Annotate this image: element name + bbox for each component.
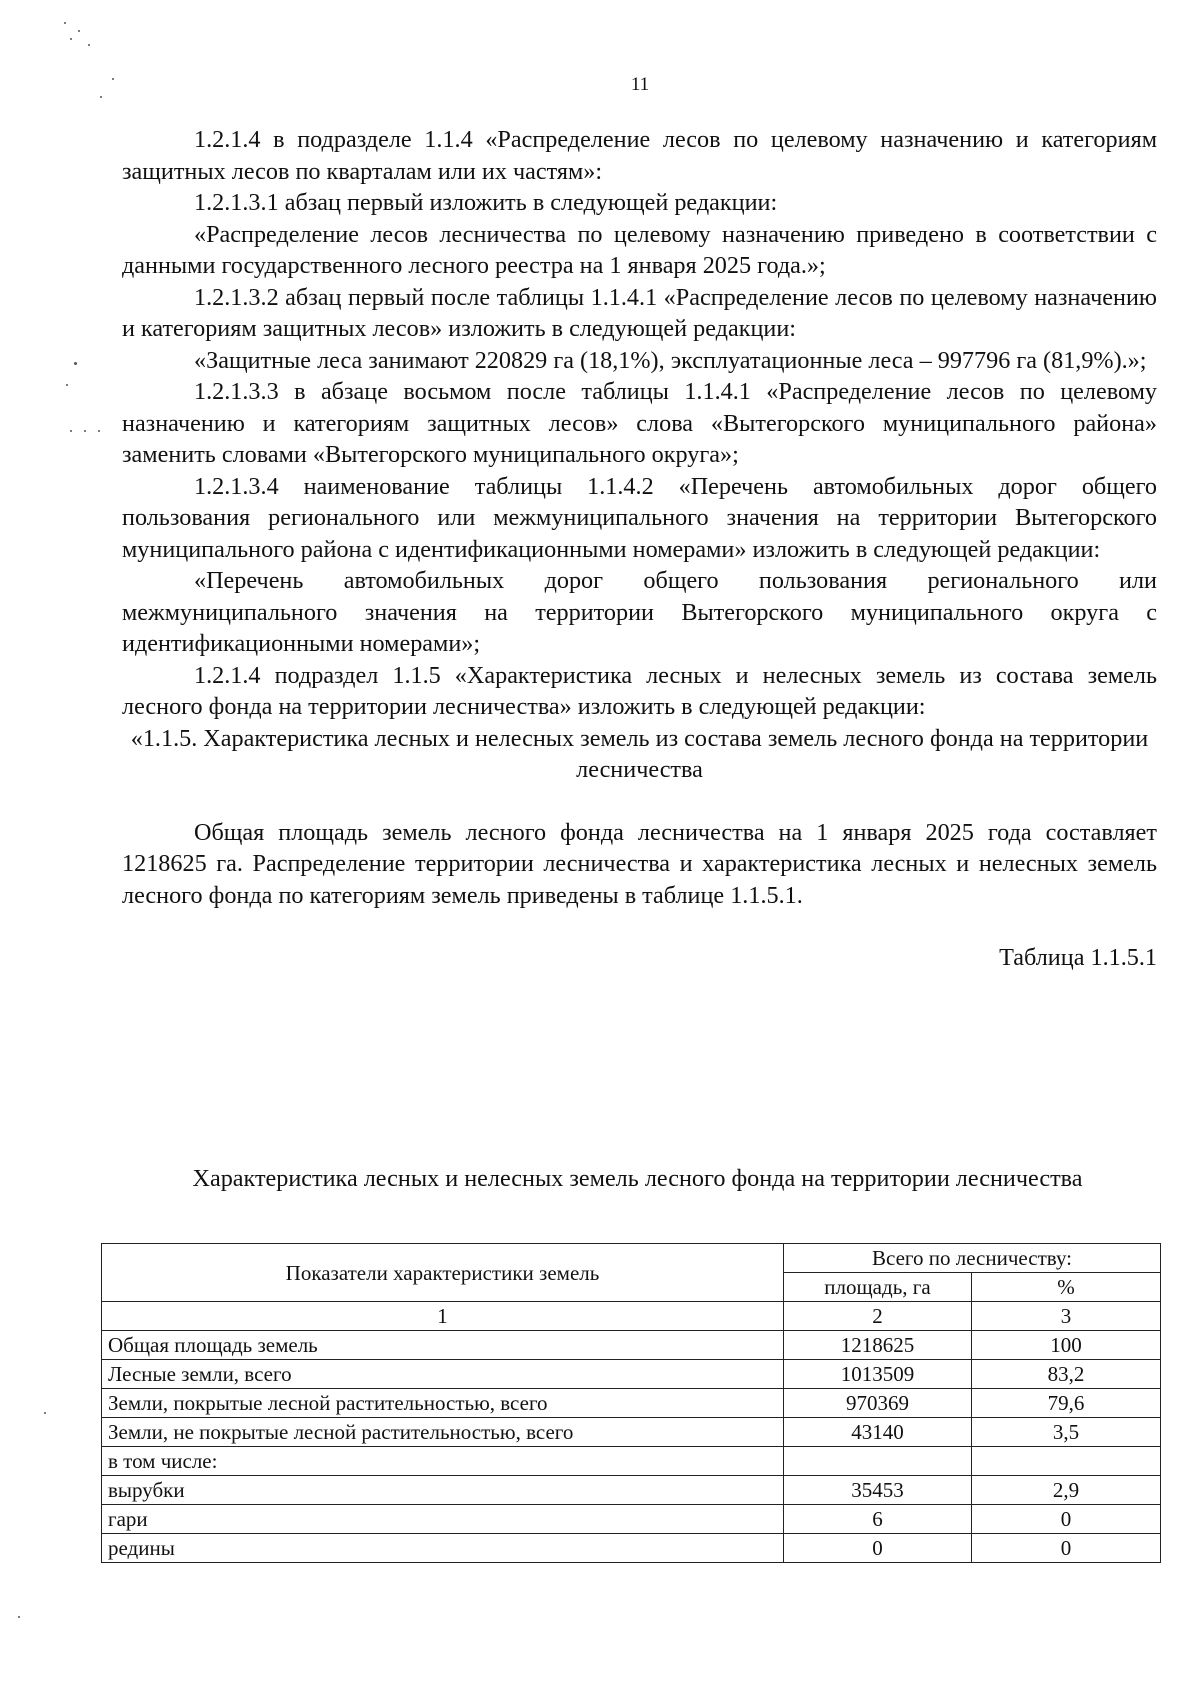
spacer [122,911,1157,942]
paragraph-quote-roads: «Перечень автомобильных дорог общего пользования регионального или межмуниципального значения на территории Вытегорского муниципального округа с идентификационными номерами»; [122,567,1157,657]
row-area: 1218625 [784,1331,972,1360]
row-label: Общая площадь земель [102,1331,784,1360]
row-area: 970369 [784,1389,972,1418]
row-percent: 79,6 [972,1389,1161,1418]
paragraph-1-2-1-3-4: 1.2.1.3.4 наименование таблицы 1.1.4.2 «Перечень автомобильных дорог общего пользования регионального или межмуниципального значения на территории Вытегорского муниципального района с идентификационными номерами» изложить в следующей редакции: [122,472,1157,563]
column-number: 2 [784,1302,972,1331]
table-row [102,1505,1161,1534]
row-percent: 2,9 [972,1476,1161,1505]
spacer [122,786,1157,817]
row-label: вырубки [102,1476,784,1505]
scan-speckle [18,1616,20,1618]
row-area: 6 [784,1505,972,1534]
paragraph-quote-distribution: «Распределение лесов лесничества по целевому назначению приведено в соответствии с данными государственного лесного реестра на 1 января 2025 года.»; [122,220,1157,279]
scan-speckle [98,430,100,432]
row-area: 35453 [784,1476,972,1505]
table-row [102,1331,1161,1360]
scan-speckle [66,384,68,386]
scan-speckle [84,430,86,432]
table-row [102,1360,1161,1389]
row-percent: 100 [972,1331,1161,1360]
row-label: гари [102,1505,784,1534]
row-area: 1013509 [784,1360,972,1389]
table-column-numbers-row [102,1302,1161,1331]
paragraph-1-2-1-3-3: 1.2.1.3.3 в абзаце восьмом после таблицы 1.1.4.1 «Распределение лесов по целевому назначению и категориям защитных лесов» слова «Вытегорского муниципального района» заменить словами «Вытегорского муниципального округа»; [122,378,1157,468]
document-body [122,124,1157,974]
scan-speckle [88,44,90,46]
table-row [102,1534,1161,1563]
paragraph-1-2-1-3-2: 1.2.1.3.2 абзац первый после таблицы 1.1.4.1 «Распределение лесов по целевому назначению и категориям защитных лесов» изложить в следующей редакции: [122,283,1157,342]
table-reference: Таблица 1.1.5.1 [999,944,1157,971]
row-area: 0 [784,1534,972,1563]
land-characteristics-table [101,1243,1161,1563]
scan-speckle [100,96,102,98]
header-total-group: Всего по лесничеству: [784,1244,1161,1273]
row-label: в том числе: [102,1447,784,1476]
row-percent: 0 [972,1505,1161,1534]
scan-speckle [64,22,66,24]
scan-speckle [70,430,72,432]
paragraph-1-2-1-3-1: 1.2.1.3.1 абзац первый изложить в следующей редакции: [194,189,778,216]
row-percent: 83,2 [972,1360,1161,1389]
column-number: 3 [972,1302,1161,1331]
column-number: 1 [102,1302,784,1331]
table-header-row [102,1244,1161,1273]
header-percent: % [972,1273,1161,1302]
row-percent: 3,5 [972,1418,1161,1447]
row-area: 43140 [784,1418,972,1447]
header-area: площадь, га [784,1273,972,1302]
header-indicator: Показатели характеристики земель [102,1244,784,1302]
paragraph-1-2-1-4-subsection: 1.2.1.4 в подразделе 1.1.4 «Распределение лесов по целевому назначению и категориям защитных лесов по кварталам или их частям»: [122,126,1157,185]
table-row [102,1418,1161,1447]
page-number: 11 [630,74,650,95]
table-row [102,1476,1161,1505]
row-percent: 0 [972,1534,1161,1563]
paragraph-quote-protective: «Защитные леса занимают 220829 га (18,1%), эксплуатационные леса – 997796 га (81,9%).»; [194,346,1147,374]
paragraph-1-2-1-4-subsection-1-1-5: 1.2.1.4 подраздел 1.1.5 «Характеристика лесных и нелесных земель из состава земель лесного фонда на территории лесничества» изложить в следующей редакции: [122,661,1157,720]
row-label: Земли, не покрытые лесной растительностью, всего [102,1418,784,1447]
row-label: Земли, покрытые лесной растительностью, всего [102,1389,784,1418]
scan-speckle [74,362,77,365]
scan-speckle [78,30,80,32]
scan-speckle [70,38,72,40]
row-area [784,1447,972,1476]
table-caption: Характеристика лесных и нелесных земель лесного фонда на территории лесничества [192,1165,1083,1192]
paragraph-total-area: Общая площадь земель лесного фонда лесничества на 1 января 2025 года составляет 1218625 га. Распределение территории лесничества и характеристика лесных и нелесных земель лесного фонда по категориям земель приведены в таблице 1.1.5.1. [122,818,1157,909]
scan-speckle [44,1412,46,1414]
row-label: Лесные земли, всего [102,1360,784,1389]
section-heading: «1.1.5. Характеристика лесных и нелесных земель из состава земель лесного фонда на территории лесничества [130,724,1149,783]
table-row [102,1447,1161,1476]
table-row [102,1389,1161,1418]
row-label: редины [102,1534,784,1563]
row-percent [972,1447,1161,1476]
scan-speckle [112,78,114,80]
